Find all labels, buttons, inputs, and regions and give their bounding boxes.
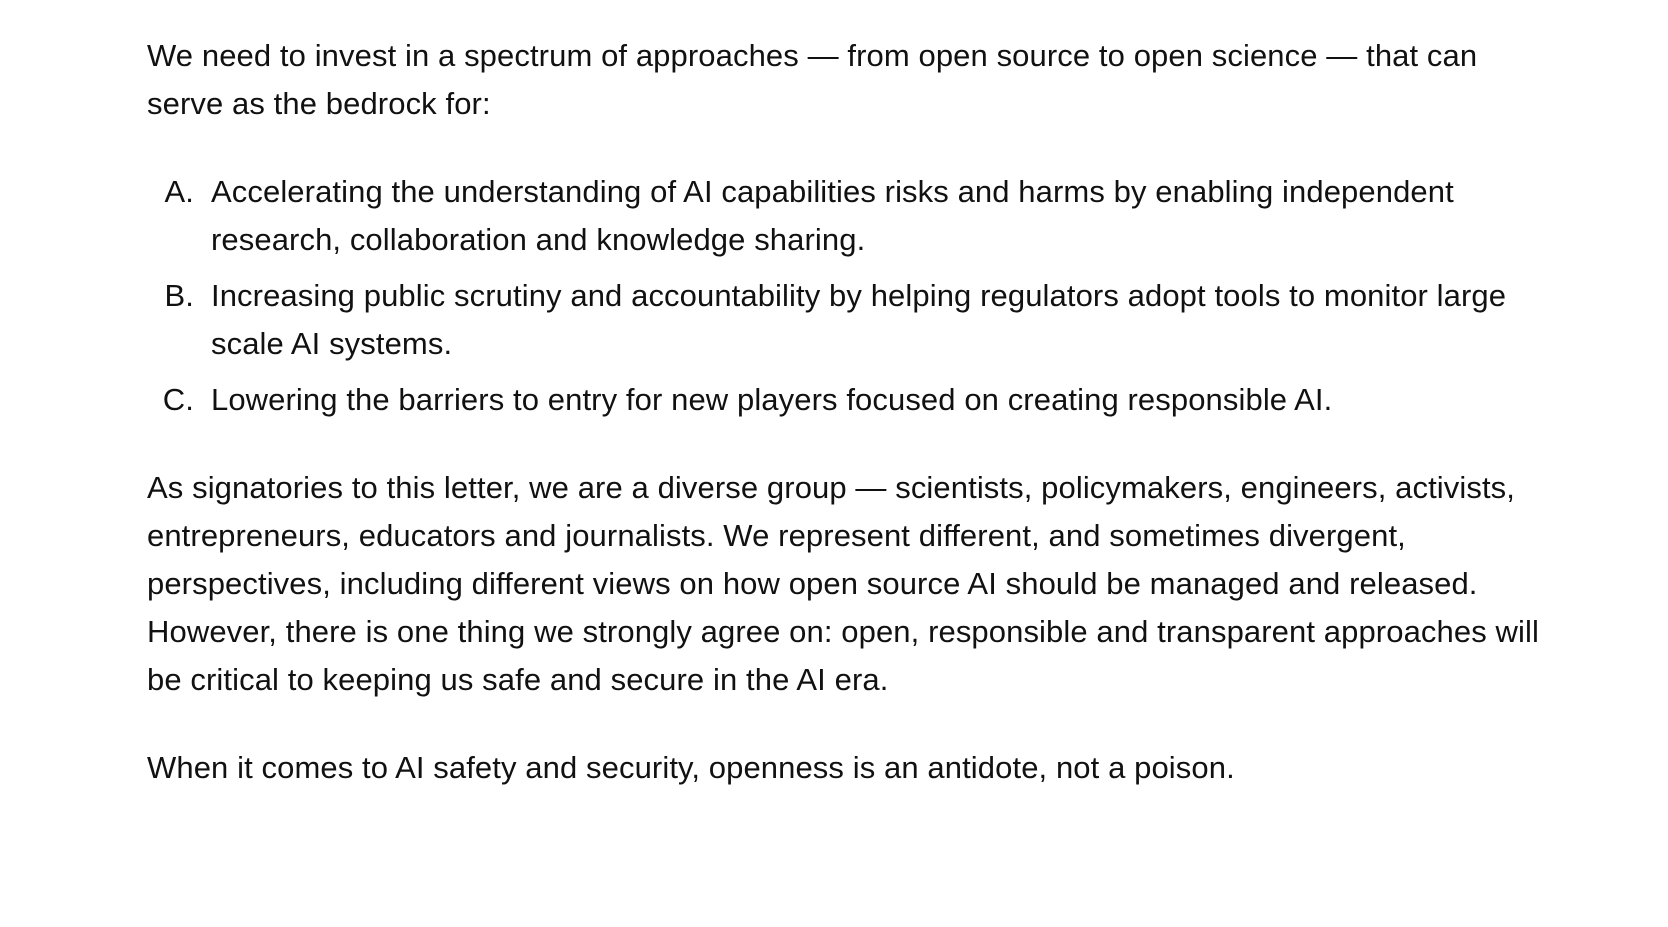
list-item-b-text: Increasing public scrutiny and accountability by helping regulators adopt tools to monitor large scale AI systems. (211, 278, 1507, 361)
list-item-c (147, 376, 1551, 424)
closing-statement: When it comes to AI safety and security, openness is an antidote, not a poison. (147, 750, 1235, 785)
list-item-b (147, 272, 1551, 368)
intro-paragraph: We need to invest in a spectrum of approaches — from open source to open science — that can serve as the bedrock for: (147, 38, 1478, 121)
list-marker-b: B. (164, 278, 194, 313)
list-marker-a: A. (164, 174, 194, 209)
approach-list (147, 168, 1547, 424)
list-marker-c: C. (162, 382, 194, 417)
list-item-a (147, 168, 1551, 264)
signatories-paragraph: As signatories to this letter, we are a diverse group — scientists, policymakers, engineers, activists, entrepreneurs, educators and journalists. We represent different, and sometimes divergent, perspectives, including different views on how open source AI should be managed and released. However, there is one thing we strongly agree on: open, responsible and transparent approaches will be critical to keeping us safe and secure in the AI era. (147, 470, 1539, 697)
document-body (147, 32, 1547, 792)
list-item-c-text: Lowering the barriers to entry for new players focused on creating responsible AI. (211, 382, 1333, 417)
list-item-a-text: Accelerating the understanding of AI capabilities risks and harms by enabling independent research, collaboration and knowledge sharing. (211, 174, 1454, 257)
